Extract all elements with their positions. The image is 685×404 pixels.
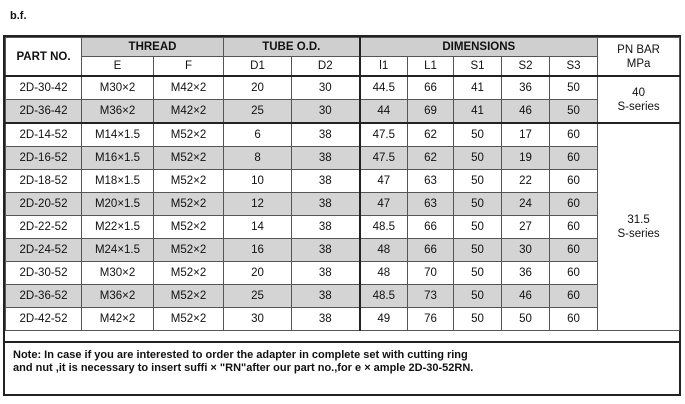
table-cell: 41 — [454, 100, 502, 124]
table-cell: 25 — [224, 285, 292, 308]
table-cell: 16 — [224, 239, 292, 262]
table-cell: 50 — [454, 147, 502, 170]
header-mpa-label: MPa — [626, 57, 651, 70]
spec-table — [5, 37, 680, 331]
table-cell: M52×2 — [154, 308, 224, 331]
table-cell: M42×2 — [154, 100, 224, 124]
table-cell: 20 — [224, 262, 292, 285]
table-row — [6, 123, 680, 147]
subheader-l1: L1 — [408, 57, 454, 77]
subheader-d2: D2 — [292, 57, 360, 77]
header-thread: THREAD — [82, 38, 224, 57]
table-cell: M42×2 — [82, 308, 154, 331]
table-cell: M36×2 — [82, 100, 154, 124]
table-row — [6, 76, 680, 100]
table-cell: M30×2 — [82, 262, 154, 285]
note-line-2: and nut ,it is necessary to insert suffi × "RN"after our part no.,for e × ample 2D-30-52RN. — [13, 362, 474, 374]
table-cell: M36×2 — [82, 285, 154, 308]
subheader-l1: l1 — [360, 57, 408, 77]
table-cell: 38 — [292, 285, 360, 308]
table-cell: 22 — [502, 170, 550, 193]
spec-table-frame — [3, 35, 681, 396]
part-number-cell: 2D-18-52 — [6, 170, 82, 193]
table-cell: M18×1.5 — [82, 170, 154, 193]
table-cell: M16×1.5 — [82, 147, 154, 170]
table-cell: 30 — [224, 308, 292, 331]
table-cell: M24×1.5 — [82, 239, 154, 262]
table-cell: 19 — [502, 147, 550, 170]
table-row — [6, 239, 680, 262]
table-cell: 60 — [550, 216, 598, 239]
table-cell: 62 — [408, 123, 454, 147]
table-cell: 46 — [502, 285, 550, 308]
part-number-cell: 2D-22-52 — [6, 216, 82, 239]
table-cell: 60 — [550, 147, 598, 170]
part-number-cell: 2D-30-42 — [6, 76, 82, 100]
table-cell: 47 — [360, 170, 408, 193]
note-line-1: Note: In case if you are interested to order the adapter in complete set with cutting ring — [13, 349, 468, 361]
part-number-cell: 2D-16-52 — [6, 147, 82, 170]
table-cell: M52×2 — [154, 239, 224, 262]
table-cell: 50 — [454, 170, 502, 193]
table-cell: 48.5 — [360, 285, 408, 308]
table-cell: 60 — [550, 123, 598, 147]
table-cell: 38 — [292, 262, 360, 285]
pressure-series: S-series — [617, 100, 660, 113]
table-cell: 62 — [408, 147, 454, 170]
table-row — [6, 193, 680, 216]
table-cell: M52×2 — [154, 262, 224, 285]
table-cell: 38 — [292, 193, 360, 216]
table-cell: 60 — [550, 285, 598, 308]
table-cell: M20×1.5 — [82, 193, 154, 216]
table-cell: 20 — [224, 76, 292, 100]
table-cell: 17 — [502, 123, 550, 147]
subheader-s2: S2 — [502, 57, 550, 77]
header-pn-bar-label: PN BAR — [617, 43, 660, 56]
table-cell: 38 — [292, 239, 360, 262]
header-pn-bar — [598, 38, 680, 77]
table-cell: M42×2 — [154, 76, 224, 100]
table-cell: 46 — [502, 100, 550, 124]
table-row — [6, 170, 680, 193]
table-cell: 50 — [550, 100, 598, 124]
table-row — [6, 100, 680, 124]
table-cell: 38 — [292, 308, 360, 331]
table-cell: 50 — [454, 123, 502, 147]
table-row — [6, 308, 680, 331]
table-cell: M14×1.5 — [82, 123, 154, 147]
table-cell: 48 — [360, 262, 408, 285]
pressure-rating-cell — [598, 123, 680, 331]
table-cell: 10 — [224, 170, 292, 193]
table-cell: 60 — [550, 239, 598, 262]
table-cell: 6 — [224, 123, 292, 147]
table-cell: 48 — [360, 239, 408, 262]
table-cell: 38 — [292, 123, 360, 147]
section-caption: b.f. — [10, 10, 27, 22]
part-number-cell: 2D-36-42 — [6, 100, 82, 124]
table-cell: 50 — [454, 193, 502, 216]
table-cell: 30 — [292, 76, 360, 100]
table-row — [6, 285, 680, 308]
table-cell: 73 — [408, 285, 454, 308]
table-cell: 66 — [408, 216, 454, 239]
table-cell: 38 — [292, 216, 360, 239]
table-cell: 14 — [224, 216, 292, 239]
table-cell: 60 — [550, 170, 598, 193]
table-cell: 63 — [408, 170, 454, 193]
table-body — [6, 76, 680, 331]
table-cell: M52×2 — [154, 216, 224, 239]
table-cell: 48.5 — [360, 216, 408, 239]
table-cell: 50 — [454, 216, 502, 239]
table-header — [6, 38, 680, 77]
table-row — [6, 262, 680, 285]
table-cell: 27 — [502, 216, 550, 239]
table-cell: 50 — [454, 308, 502, 331]
table-cell: 60 — [550, 308, 598, 331]
table-cell: 70 — [408, 262, 454, 285]
table-cell: 36 — [502, 262, 550, 285]
subheader-e: E — [82, 57, 154, 77]
table-cell: M30×2 — [82, 76, 154, 100]
table-cell: 47.5 — [360, 123, 408, 147]
table-row — [6, 147, 680, 170]
table-cell: 8 — [224, 147, 292, 170]
pressure-rating-cell — [598, 76, 680, 123]
table-cell: 47.5 — [360, 147, 408, 170]
header-tube-od: TUBE O.D. — [224, 38, 360, 57]
table-cell: M52×2 — [154, 170, 224, 193]
table-row — [6, 216, 680, 239]
pressure-series: S-series — [617, 228, 660, 240]
table-cell: 30 — [292, 100, 360, 124]
table-cell: 50 — [550, 76, 598, 100]
table-cell: 50 — [454, 239, 502, 262]
table-cell: 49 — [360, 308, 408, 331]
table-cell: 12 — [224, 193, 292, 216]
note-divider — [5, 341, 679, 343]
table-cell: 50 — [454, 285, 502, 308]
table-cell: 60 — [550, 262, 598, 285]
subheader-s3: S3 — [550, 57, 598, 77]
table-cell: M52×2 — [154, 147, 224, 170]
table-cell: 44 — [360, 100, 408, 124]
table-cell: 38 — [292, 147, 360, 170]
table-cell: 76 — [408, 308, 454, 331]
subheader-d1: D1 — [224, 57, 292, 77]
part-number-cell: 2D-30-52 — [6, 262, 82, 285]
table-cell: 30 — [502, 239, 550, 262]
table-cell: 66 — [408, 76, 454, 100]
part-number-cell: 2D-42-52 — [6, 308, 82, 331]
table-cell: 66 — [408, 239, 454, 262]
table-cell: M52×2 — [154, 285, 224, 308]
part-number-cell: 2D-36-52 — [6, 285, 82, 308]
table-cell: M22×1.5 — [82, 216, 154, 239]
table-cell: M52×2 — [154, 193, 224, 216]
part-number-cell: 2D-20-52 — [6, 193, 82, 216]
table-cell: M52×2 — [154, 123, 224, 147]
table-cell: 69 — [408, 100, 454, 124]
table-cell: 63 — [408, 193, 454, 216]
part-number-cell: 2D-14-52 — [6, 123, 82, 147]
table-cell: 24 — [502, 193, 550, 216]
table-cell: 38 — [292, 170, 360, 193]
note-text — [13, 349, 473, 375]
table-cell: 44.5 — [360, 76, 408, 100]
header-dimensions: DIMENSIONS — [360, 38, 598, 57]
subheader-f: F — [154, 57, 224, 77]
table-cell: 50 — [502, 308, 550, 331]
table-cell: 41 — [454, 76, 502, 100]
pressure-value: 31.5 — [627, 214, 650, 226]
sub-header-row — [6, 57, 680, 77]
header-part-no: PART NO. — [6, 38, 82, 77]
table-cell: 36 — [502, 76, 550, 100]
table-cell: 50 — [454, 262, 502, 285]
table-cell: 47 — [360, 193, 408, 216]
pressure-value: 40 — [632, 86, 645, 99]
table-cell: 25 — [224, 100, 292, 124]
subheader-s1: S1 — [454, 57, 502, 77]
table-cell: 60 — [550, 193, 598, 216]
part-number-cell: 2D-24-52 — [6, 239, 82, 262]
